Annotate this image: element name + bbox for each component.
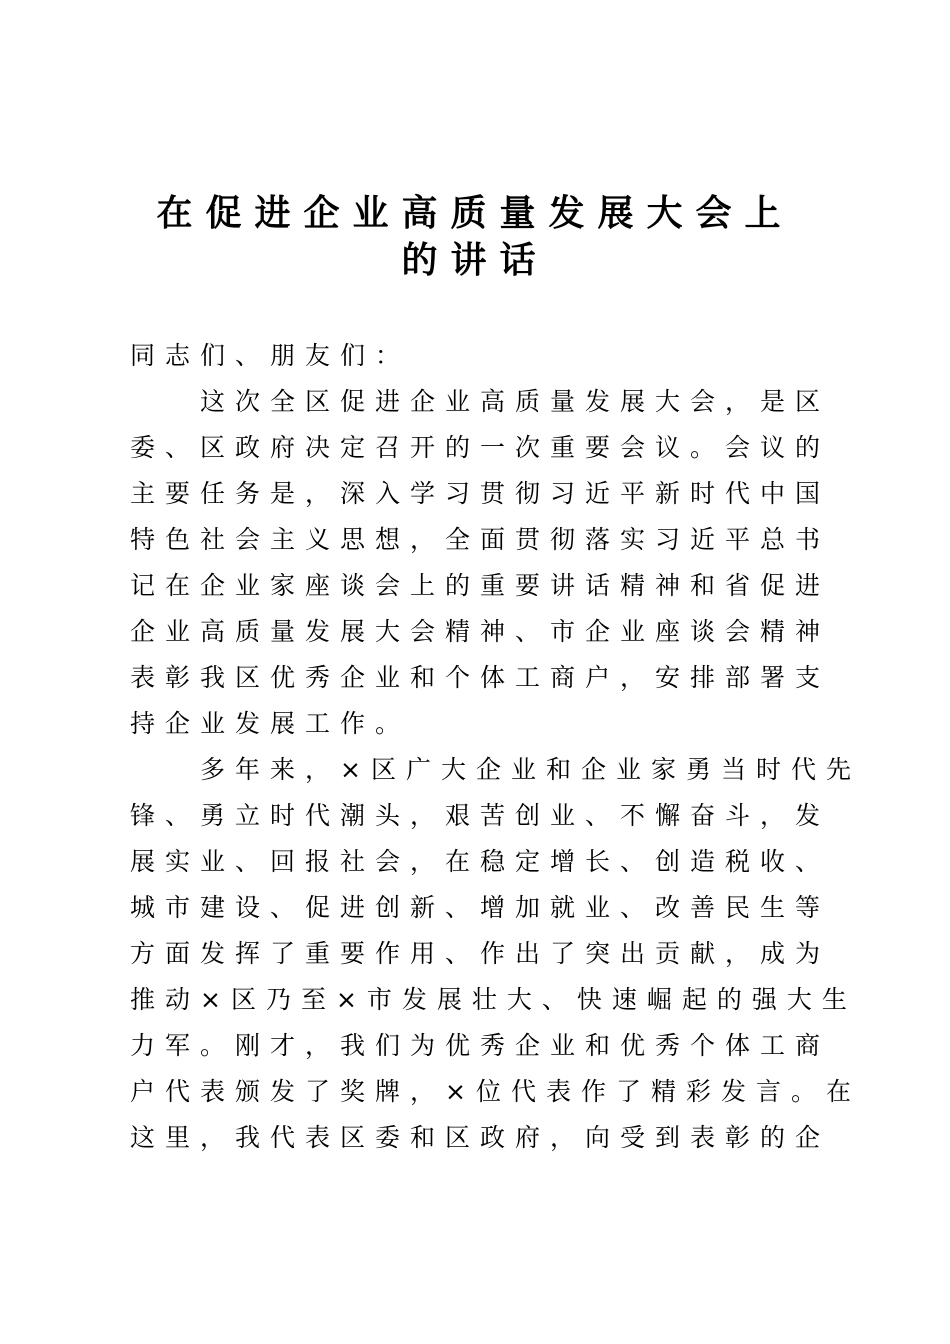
body-line: 力军。刚才，我们为优秀企业和优秀个体工商	[130, 1031, 831, 1060]
document-title-line-2: 的讲话	[401, 239, 549, 281]
body-line: 委、区政府决定召开的一次重要会议。会议的	[130, 433, 831, 462]
document-title-line-1: 在促进企业高质量发展大会上	[156, 192, 794, 234]
body-line: 多年来，×区广大企业和企业家勇当时代先	[130, 755, 861, 784]
body-line: 这次全区促进企业高质量发展大会，是区	[130, 387, 831, 416]
body-line: 持企业发展工作。	[130, 709, 411, 738]
body-line: 这里，我代表区委和区政府，向受到表彰的企	[130, 1123, 831, 1152]
body-line: 方面发挥了重要作用、作出了突出贡献，成为	[130, 939, 831, 968]
body-line: 主要任务是，深入学习贯彻习近平新时代中国	[130, 479, 831, 508]
document-body	[130, 333, 861, 1161]
salutation: 同志们、朋友们：	[130, 341, 411, 370]
body-line: 特色社会主义思想，全面贯彻落实习近平总书	[130, 525, 831, 554]
body-line: 锋、勇立时代潮头，艰苦创业、不懈奋斗，发	[130, 801, 831, 830]
body-line: 城市建设、促进创新、增加就业、改善民生等	[130, 893, 831, 922]
body-line: 企业高质量发展大会精神、市企业座谈会精神	[130, 617, 831, 646]
body-line: 记在企业家座谈会上的重要讲话精神和省促进	[130, 571, 831, 600]
body-line: 表彰我区优秀企业和个体工商户，安排部署支	[130, 663, 831, 692]
body-line: 推动×区乃至×市发展壮大、快速崛起的强大生	[130, 985, 857, 1014]
body-line: 户代表颁发了奖牌，×位代表作了精彩发言。在	[130, 1077, 861, 1106]
body-line: 展实业、回报社会，在稳定增长、创造税收、	[130, 847, 831, 876]
